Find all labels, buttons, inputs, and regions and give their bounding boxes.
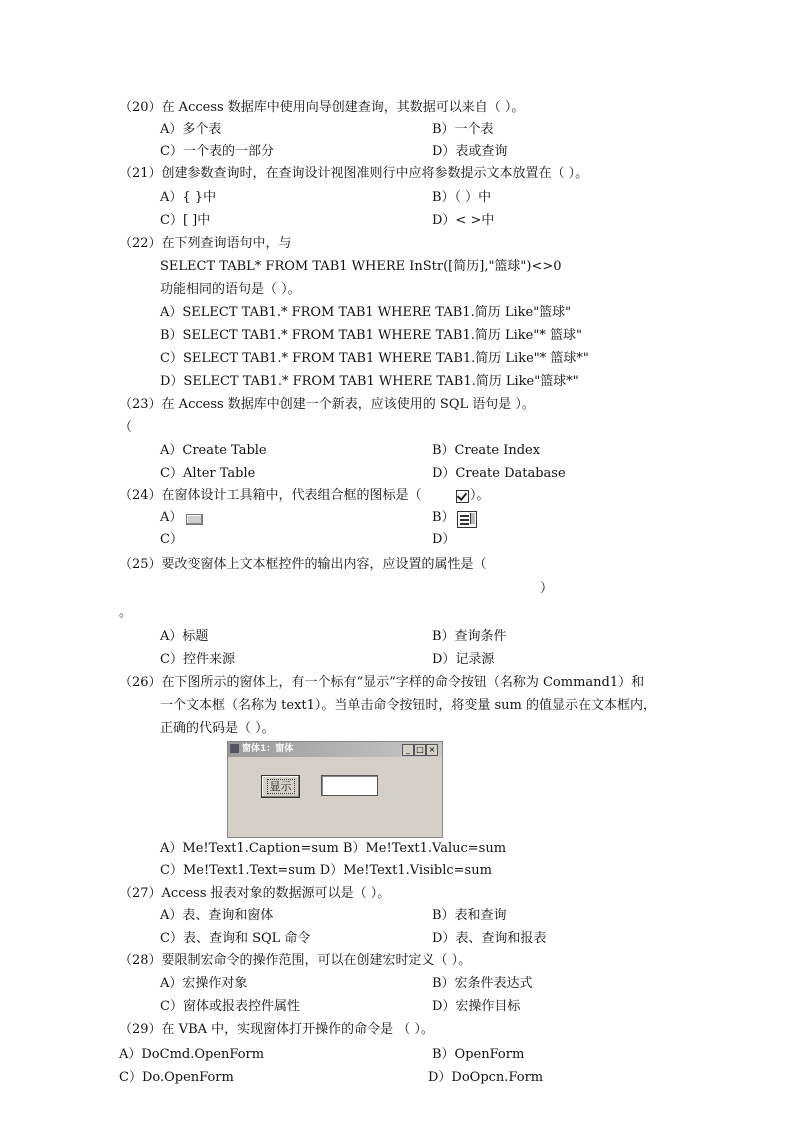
q23-option-d: D）Create Database	[432, 466, 566, 481]
q24-stem-end: ）。	[470, 488, 490, 503]
command-button-icon	[186, 514, 203, 525]
close-icon[interactable]: ×	[426, 744, 438, 756]
q25-stem: （25）要改变窗体上文本框控件的输出内容，应设置的属性是（	[119, 557, 487, 572]
q27-stem: （27）Access 报表对象的数据源可以是（ ）。	[119, 886, 391, 901]
q22-option-d: D）SELECT TAB1.* FROM TAB1 WHERE TAB1.简历 Like"篮球*"	[160, 374, 579, 389]
q21-stem: （21）创建参数查询时，在查询设计视图准则行中应将参数提示文本放置在（ ）。	[119, 166, 589, 181]
text1-textbox[interactable]	[321, 775, 378, 796]
q20-option-d: D）表或查询	[432, 144, 508, 159]
q20-option-c: C）一个表的一部分	[160, 144, 274, 159]
maximize-icon[interactable]: □	[414, 744, 426, 756]
q26-stem-line3: 正确的代码是（ ）。	[160, 721, 275, 736]
q28-option-c: C）窗体或报表控件属性	[160, 999, 300, 1014]
form-window-title: 窗体1：窗体	[242, 744, 294, 754]
q25-option-a: A）标题	[160, 629, 209, 644]
q25-option-d: D）记录源	[432, 652, 495, 667]
q22-sql: SELECT TABL* FROM TAB1 WHERE InStr([简历],"篮球")<>0	[160, 259, 562, 274]
q21-option-c: C）[ ]中	[160, 213, 211, 228]
q24-option-c: C）	[160, 532, 183, 547]
form-window-titlebar	[228, 742, 442, 757]
q26-stem-line1: （26）在下图所示的窗体上，有一个标有“显示”字样的命令按钮（名称为 Command1）和	[119, 675, 645, 690]
q21-option-b: B）（ ）中	[432, 190, 492, 205]
q27-option-a: A）表、查询和窗体	[160, 908, 274, 923]
q25-option-b: B）查询条件	[432, 629, 507, 644]
q26-options-ab: A）Me!Text1.Caption=sum B）Me!Text1.Valuc=sum	[160, 841, 507, 856]
q23-paren: （	[119, 420, 133, 435]
q22-option-b: B）SELECT TAB1.* FROM TAB1 WHERE TAB1.简历 Like"* 篮球"	[160, 328, 582, 343]
command1-button[interactable]	[261, 775, 300, 798]
list-box-icon	[457, 511, 477, 528]
q22-stem2: 功能相同的语句是（ ）。	[160, 282, 301, 297]
q29-stem: （29）在 VBA 中，实现窗体打开操作的命令是 （ ）。	[119, 1022, 434, 1037]
q24-option-a: A）	[160, 510, 183, 525]
q25-close-paren: ）	[540, 581, 554, 596]
q29-option-a: A）DoCmd.OpenForm	[119, 1047, 265, 1062]
q20-option-b: B）一个表	[432, 122, 494, 137]
q25-period: 。	[119, 605, 133, 620]
q28-option-d: D）宏操作目标	[432, 999, 521, 1014]
q24-option-d: D）	[432, 532, 456, 547]
q22-stem: （22）在下列查询语句中，与	[119, 236, 292, 251]
q26-stem-line2: 一个文本框（名称为 text1）。当单击命令按钮时，将变量 sum 的值显示在文本框内，	[160, 698, 657, 713]
form-window-figure	[227, 741, 443, 838]
q29-option-c: C）Do.OpenForm	[119, 1070, 234, 1085]
q22-option-a: A）SELECT TAB1.* FROM TAB1 WHERE TAB1.简历 Like"篮球"	[160, 305, 572, 320]
q24-option-b: B）	[432, 510, 455, 525]
q27-option-d: D）表、查询和报表	[432, 931, 547, 946]
q28-stem: （28）要限制宏命令的操作范围，可以在创建宏时定义（ ）。	[119, 953, 472, 968]
q22-option-c: C）SELECT TAB1.* FROM TAB1 WHERE TAB1.简历 Like"* 篮球*"	[160, 351, 589, 366]
q21-option-a: A）{ }中	[160, 190, 217, 205]
q29-option-d: D）DoOpcn.Form	[428, 1070, 544, 1085]
q24-stem: （24）在窗体设计工具箱中，代表组合框的图标是（	[119, 488, 422, 503]
q27-option-c: C）表、查询和 SQL 命令	[160, 931, 311, 946]
q23-option-b: B）Create Index	[432, 443, 541, 458]
command1-label: 显示	[269, 780, 292, 793]
q20-option-a: A）多个表	[160, 122, 222, 137]
q23-option-c: C）Alter Table	[160, 466, 256, 481]
window-system-icon	[230, 744, 239, 753]
q23-option-a: A）Create Table	[160, 443, 267, 458]
q23-stem: （23）在 Access 数据库中创建一个新表，应该使用的 SQL 语句是 ）。	[119, 397, 535, 412]
checkbox-icon	[456, 490, 469, 503]
q28-option-b: B）宏条件表达式	[432, 976, 533, 991]
q26-options-cd: C）Me!Text1.Text=sum D）Me!Text1.Visiblc=sum	[160, 863, 492, 878]
q20-stem: （20）在 Access 数据库中使用向导创建查询，其数据可以来自（ ）。	[119, 100, 525, 115]
q29-option-b: B）OpenForm	[432, 1047, 525, 1062]
q21-option-d: D）< >中	[432, 213, 495, 228]
minimize-icon[interactable]: _	[402, 744, 414, 756]
q27-option-b: B）表和查询	[432, 908, 507, 923]
q28-option-a: A）宏操作对象	[160, 976, 248, 991]
q25-option-c: C）控件来源	[160, 652, 235, 667]
